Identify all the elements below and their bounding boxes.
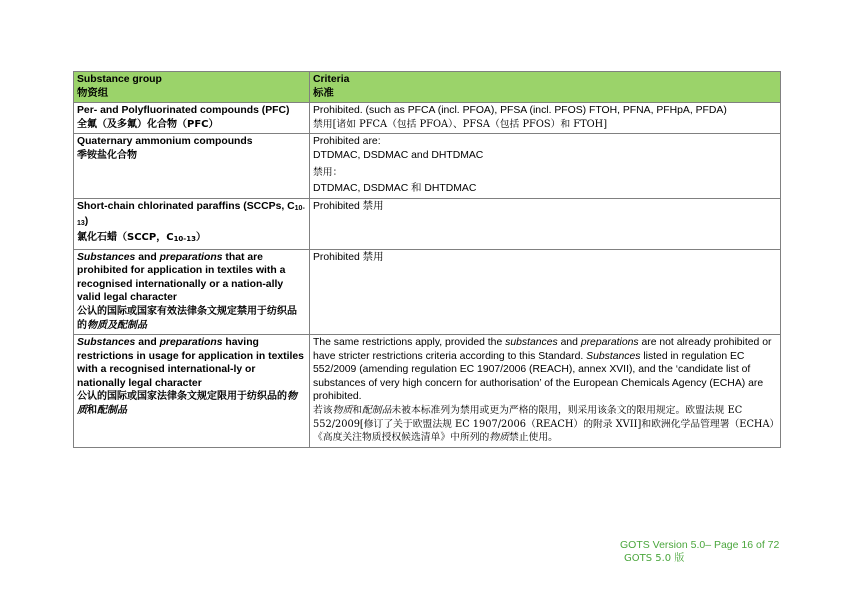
criteria-line-zh: 禁用： — [313, 166, 343, 178]
criteria-en: Prohibited. (such as PFCA (incl. PFOA), PFSA (incl. PFOS) FTOH, PFNA, PFHpA, PFDA) — [313, 105, 727, 117]
substance-criteria-table — [73, 71, 781, 448]
header-group-en: Substance group — [77, 74, 162, 85]
footer-version-page: GOTS Version 5.0– Page 16 of 72 — [620, 539, 780, 551]
table-row — [74, 134, 781, 198]
row-pfc-group — [74, 103, 310, 134]
row-sccp-criteria — [310, 198, 781, 249]
table-header-row — [74, 72, 781, 103]
group-zh: 公认的国际或国家有效法律条文规定禁用于纺织品的物质及配制品 — [77, 305, 297, 331]
row-prohibited-substances-criteria — [310, 249, 781, 335]
row-prohibited-substances-group — [74, 249, 310, 335]
group-en: Substances and preparations that are prohibited for application in textiles with a recognised internationally or a nation-ally valid legal character — [77, 251, 286, 304]
row-restricted-substances-group — [74, 335, 310, 448]
row-sccp-group — [74, 198, 310, 249]
criteria-en: The same restrictions apply, provided the substances and preparations are not already prohibited or have stricter restrictions criteria according to this Standard. Substances listed in regulation EC 552/2009 (amending regulation EC 1907/2006 (REACH), annex XVII), and the ‘candidate list of substances of very high concern for authorisation’ of the European Chemicals Agency (ECHA) are prohibited. — [313, 337, 772, 403]
criteria-zh: 禁用[诸如 PFCA（包括 PFOA）、PFSA（包括 PFOS）和 FTOH] — [313, 118, 608, 130]
group-zh: 氯化石蜡（SCCP，$C_{10-13}$） — [77, 231, 206, 243]
header-criteria-zh: 标准 — [313, 86, 334, 99]
page-footer — [620, 538, 790, 566]
group-zh: 季铵盐化合物 — [77, 149, 137, 161]
group-en: Short-chain chlorinated paraffins (SCCPs, $C_{10-13}$) — [77, 200, 305, 228]
table-row — [74, 103, 781, 134]
group-zh: 全氟（及多氟）化合物（PFC） — [77, 118, 219, 130]
group-zh: 公认的国际或国家法律条文规定限用于纺织品的物质和配制品 — [77, 391, 297, 417]
criteria-zh: 若该物质和配制品未被本标准列为禁用或更为严格的限用，则采用该条文的限用规定。欧盟法规 EC 552/2009[修订了关于欧盟法规 EC 1907/2006（REACH）的附录 XVII]和欧洲化学品管理署（ECHA）《高度关注物质授权候选清单》中所列的物质禁止使用。 — [313, 405, 775, 444]
footer-version-zh: GOTS 5.0 版 — [624, 553, 685, 564]
group-en: Per- and Polyfluorinated compounds (PFC) — [77, 105, 290, 117]
row-quaternary-criteria — [310, 134, 781, 198]
criteria-en: Prohibited 禁用 — [313, 251, 384, 263]
header-criteria — [310, 72, 781, 103]
group-en: Quaternary ammonium compounds — [77, 136, 253, 148]
criteria-en: Prohibited 禁用 — [313, 200, 384, 212]
table-row — [74, 249, 781, 335]
table-row — [74, 198, 781, 249]
criteria-line: Prohibited are: — [313, 136, 381, 148]
header-criteria-en: Criteria — [313, 74, 350, 85]
header-substance-group — [74, 72, 310, 103]
header-group-zh: 物资组 — [77, 86, 109, 99]
row-restricted-substances-criteria — [310, 335, 781, 448]
criteria-line: DTDMAC, DSDMAC and DHTDMAC — [313, 149, 484, 161]
row-pfc-criteria — [310, 103, 781, 134]
group-en: Substances and preparations having restrictions in usage for application in textiles with a recognised international-ly or nationally legal character — [77, 337, 304, 389]
table-row — [74, 335, 781, 448]
row-quaternary-group — [74, 134, 310, 198]
criteria-line: DTDMAC, DSDMAC 和 DHTDMAC — [313, 183, 477, 195]
